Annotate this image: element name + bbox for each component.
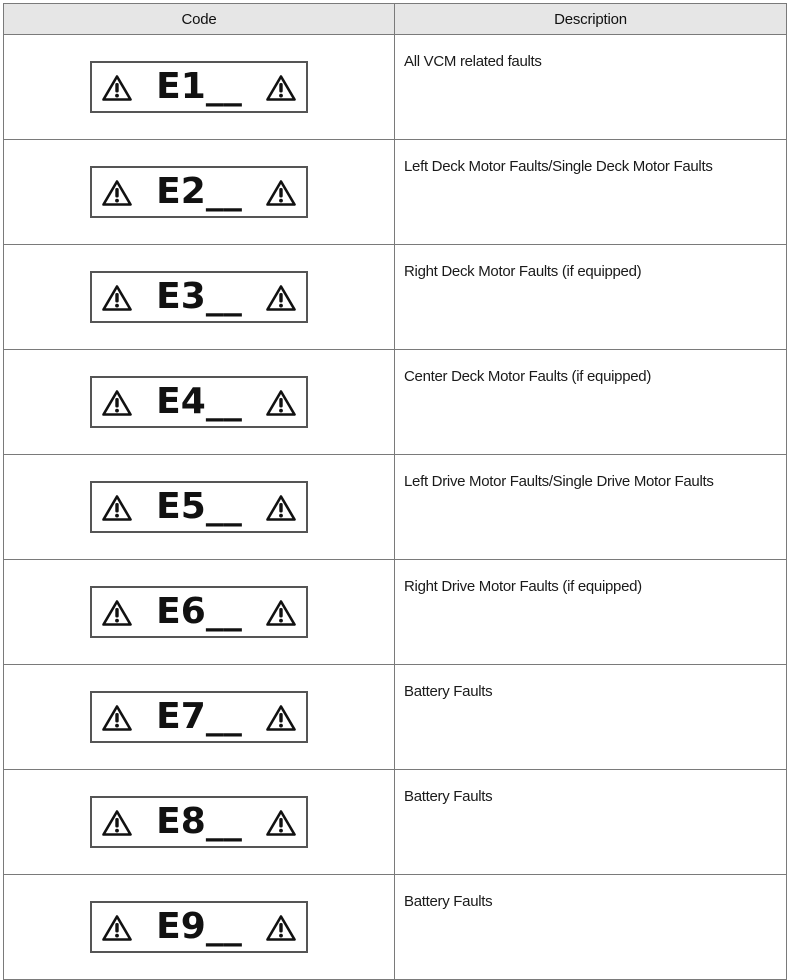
fault-code-display xyxy=(90,271,308,323)
table-row xyxy=(4,665,787,770)
description-cell: Left Drive Motor Faults/Single Drive Motor Faults xyxy=(395,455,787,560)
table-row xyxy=(4,875,787,980)
column-header-description: Description xyxy=(395,4,787,35)
fault-code-text: E3__ xyxy=(156,276,242,317)
table-row xyxy=(4,350,787,455)
code-cell xyxy=(4,560,395,665)
fault-code-display xyxy=(90,376,308,428)
code-cell xyxy=(4,455,395,560)
fault-code-display xyxy=(90,901,308,953)
description-cell: All VCM related faults xyxy=(395,35,787,140)
fault-code-display xyxy=(90,691,308,743)
fault-code-display xyxy=(90,481,308,533)
warning-triangle-icon xyxy=(265,494,297,522)
warning-triangle-icon xyxy=(265,74,297,102)
fault-code-text: E6__ xyxy=(156,591,242,632)
description-cell: Battery Faults xyxy=(395,665,787,770)
code-cell xyxy=(4,875,395,980)
description-cell: Left Deck Motor Faults/Single Deck Motor Faults xyxy=(395,140,787,245)
fault-code-display xyxy=(90,586,308,638)
description-cell: Right Deck Motor Faults (if equipped) xyxy=(395,245,787,350)
code-cell xyxy=(4,350,395,455)
warning-triangle-icon xyxy=(265,704,297,732)
fault-code-text: E8__ xyxy=(156,801,242,842)
fault-code-display xyxy=(90,796,308,848)
code-cell xyxy=(4,140,395,245)
table-row xyxy=(4,770,787,875)
warning-triangle-icon xyxy=(265,389,297,417)
fault-code-display xyxy=(90,166,308,218)
table-row xyxy=(4,35,787,140)
fault-code-text: E4__ xyxy=(156,381,242,422)
table-row xyxy=(4,140,787,245)
description-cell: Battery Faults xyxy=(395,770,787,875)
table-header-row xyxy=(4,4,787,35)
table-row xyxy=(4,245,787,350)
fault-code-text: E9__ xyxy=(156,906,242,947)
warning-triangle-icon xyxy=(265,914,297,942)
fault-code-display xyxy=(90,61,308,113)
code-cell xyxy=(4,770,395,875)
fault-code-table xyxy=(3,3,787,980)
fault-code-text: E2__ xyxy=(156,171,242,212)
warning-triangle-icon xyxy=(265,599,297,627)
warning-triangle-icon xyxy=(265,284,297,312)
warning-triangle-icon xyxy=(265,809,297,837)
table-row xyxy=(4,560,787,665)
fault-code-text: E5__ xyxy=(156,486,242,527)
code-cell xyxy=(4,35,395,140)
table-row xyxy=(4,455,787,560)
fault-code-text: E1__ xyxy=(156,66,242,107)
description-cell: Center Deck Motor Faults (if equipped) xyxy=(395,350,787,455)
code-cell xyxy=(4,245,395,350)
fault-code-text: E7__ xyxy=(156,696,242,737)
warning-triangle-icon xyxy=(265,179,297,207)
code-cell xyxy=(4,665,395,770)
column-header-code: Code xyxy=(4,4,395,35)
description-cell: Right Drive Motor Faults (if equipped) xyxy=(395,560,787,665)
description-cell: Battery Faults xyxy=(395,875,787,980)
